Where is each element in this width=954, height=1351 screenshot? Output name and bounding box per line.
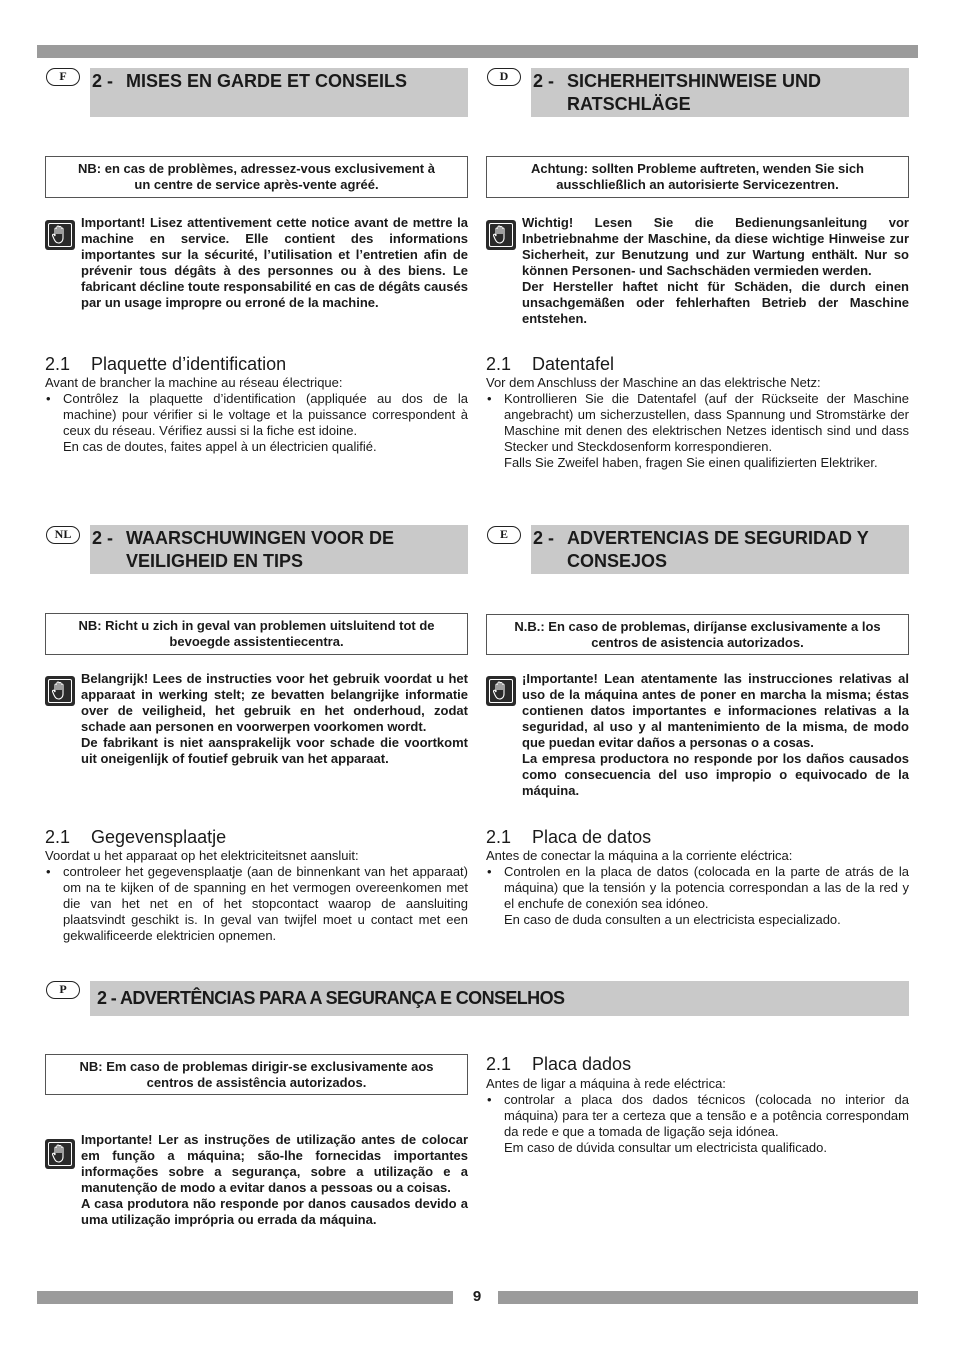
nb-line: centros de asistencia autorizados. (591, 634, 804, 650)
subheading-nl (45, 826, 468, 848)
hand-stop-icon (486, 676, 516, 706)
subheading-number: 2.1 (486, 354, 512, 374)
bottom-rule-left (37, 1291, 453, 1304)
subheading-number: 2.1 (486, 827, 512, 847)
nb-line: NB: en cas de problèmes, adressez-vous exclusivement à (78, 161, 435, 176)
language-flag-nl: NL (46, 526, 80, 544)
language-flag-fr: F (46, 68, 80, 86)
note-text: En caso de duda consulten a un electricista especializado. (504, 912, 841, 927)
intro-text: Antes de conectar la máquina a la corriente eléctrica: (486, 848, 793, 863)
body-text-nl (45, 848, 468, 944)
warning-paragraph: De fabrikant is niet aansprakelijk voor schade die voortkomt uit oneigenlijk of foutief gebruik van het apparaat. (81, 735, 468, 766)
warning-paragraph: ¡Importante! Lean atentamente las instrucciones relativas al uso de la máquina antes de poner en marcha la misma; éstas contienen datos importantes e informaciones relativas a la seguridad, al uso y al mantenimiento de la misma, de modo que puedan evitar daños a personas o a cosas. (522, 671, 909, 750)
page-number: 9 (472, 1288, 482, 1305)
subheading-title: Datentafel (532, 354, 615, 374)
note-text: En cas de doutes, faites appel à un électricien qualifié. (63, 439, 377, 454)
language-flag-es: E (487, 526, 521, 544)
nb-line: ausschließlich an autorisierte Servicezentren. (556, 177, 839, 192)
section-heading-fr (90, 68, 468, 117)
heading-text: ADVERTENCIAS DE SEGURIDAD Y CONSEJOS (567, 528, 869, 571)
heading-number: 2 - (92, 71, 114, 91)
subheading-title: Placa dados (532, 1054, 632, 1074)
nb-box-de (486, 156, 909, 198)
bullet-item: • Controlen en la placa de datos (colocada en la parte de atrás de la máquina) que la tensión y la potencia correspondan a las de la red y el enchufe de conexión sea idóneo. (486, 864, 909, 912)
hand-stop-icon (45, 676, 75, 706)
body-text-pt (486, 1076, 909, 1156)
bullet-item: • Contrôlez la plaquette d’identification (appliquée au dos de la machine) pour vérifier si le voltage et la puissance correspondent à ceux du réseau. Vérifiez aussi si la fiche est idoine. (45, 391, 468, 439)
subheading-title: Gegevensplaatje (91, 827, 227, 847)
warning-text-de (522, 215, 909, 327)
subheading-de (486, 353, 909, 375)
nb-line: bevoegde assistentiecentra. (169, 634, 344, 649)
warning-paragraph: Der Hersteller haftet nicht für Schäden, die durch einen unsachgemäßen oder fehlerhaften Betrieb der Maschine entstehen. (522, 279, 909, 326)
heading-text: SICHERHEITSHINWEISE UND RATSCHLÄGE (567, 71, 822, 114)
intro-text: Vor dem Anschluss der Maschine an das elektrische Netz: (486, 375, 821, 390)
warning-paragraph: La empresa productora no responde por los daños causados como consecuencia del uso impropio o equivocado de la máquina. (522, 751, 909, 798)
hand-stop-icon (45, 220, 75, 250)
hand-stop-icon (45, 1139, 75, 1169)
subheading-pt (486, 1053, 909, 1075)
language-flag-pt: P (46, 981, 80, 999)
bullet-item: • controlar a placa dos dados técnicos (colocada no interior da máquina) para ter a certeza que a tensão e a potência correspondam da rede e que a tomada de ligação seja idónea. (486, 1092, 909, 1140)
warning-text-pt (81, 1132, 468, 1228)
hand-stop-icon (486, 220, 516, 250)
nb-line: centros de assistência autorizados. (146, 1074, 367, 1090)
intro-text: Antes de ligar a máquina à rede eléctrica: (486, 1076, 726, 1091)
section-heading-es (531, 525, 909, 574)
subheading-es (486, 826, 909, 848)
heading-text: 2 - ADVERTÊNCIAS PARA A SEGURANÇA E CONSELHOS (97, 988, 565, 1008)
warning-text-nl (81, 671, 468, 767)
warning-paragraph: Wichtig! Lesen Sie die Bedienungsanleitung vor Inbetriebnahme der Maschine, da diese wichtige Hinweise zur Sicherheit, zur Benutzung und zur Wartung enthält. Nur so können Personen- und Sachschäden vermieden werden. (522, 215, 909, 278)
nb-box-pt (45, 1054, 468, 1095)
nb-line: Achtung: sollten Probleme auftreten, wenden Sie sich (531, 161, 864, 176)
warning-text-es (522, 671, 909, 799)
bullet-item: • controleer het gegevensplaatje (aan de binnenkant van het apparaat) om na te kijken of de spanning en het vermogen overeenkomen met die van het net en of het stopcontact waarop de aansluiting plaatsvindt geschikt is. In geval van twijfel moet u contact met een gekwalificeerde elektricien opnemen. (45, 864, 468, 944)
nb-line: un centre de service après-vente agréé. (134, 177, 379, 192)
warning-paragraph: Important! Lisez attentivement cette notice avant de mettre la machine en service. Elle contient des informations importantes sur la sécurité, l’utilisation et l’entretien afin de prévenir tous dégâts à des personnes ou à des biens. Le fabricant décline toute responsabilité en cas de dégâts causés par un usage impropre ou erroné de la machine. (81, 215, 468, 310)
section-heading-nl (90, 525, 468, 574)
section-heading-pt (90, 981, 909, 1016)
nb-line: NB: Richt u zich in geval van problemen uitsluitend tot de (78, 618, 435, 633)
warning-paragraph: Belangrijk! Lees de instructies voor het gebruik voordat u het apparaat in werking stelt; ze bevatten belangrijke informatie over de veiligheid, het gebruik en het onderhoud, zodat schade aan personen en voorwerpen voorkomen wordt. (81, 671, 468, 734)
body-text-fr (45, 375, 468, 455)
heading-text: MISES EN GARDE ET CONSEILS (126, 71, 408, 91)
heading-number: 2 - (533, 528, 555, 548)
subheading-number: 2.1 (45, 354, 71, 374)
bottom-rule-right (498, 1291, 918, 1304)
nb-line: N.B.: En caso de problemas, diríjanse exclusivamente a los (514, 618, 881, 634)
body-text-de (486, 375, 909, 471)
subheading-fr (45, 353, 468, 375)
nb-box-es (486, 614, 909, 655)
nb-line: NB: Em caso de problemas dirigir-se exclusivamente aos (79, 1058, 434, 1074)
bullet-item: • Kontrollieren Sie die Datentafel (auf der Rückseite der Maschine angebracht) um sicherzustellen, dass Spannung und Stromstärke der Maschine mit denen des elektrischen Netzes identisch sind und dass Stecker und Steckdosenform korrespondieren. (486, 391, 909, 455)
note-text: Em caso de dúvida consultar um electricista qualificado. (504, 1140, 827, 1155)
heading-number: 2 - (92, 528, 114, 548)
warning-paragraph: A casa produtora não responde por danos causados devido a uma utilização imprópria ou errada da máquina. (81, 1196, 468, 1227)
note-text: Falls Sie Zweifel haben, fragen Sie einen qualifizierten Elektriker. (504, 455, 878, 470)
body-text-es (486, 848, 909, 928)
subheading-title: Placa de datos (532, 827, 652, 847)
language-flag-de: D (487, 68, 521, 86)
section-heading-de (531, 68, 909, 117)
warning-paragraph: Importante! Ler as instruções de utilização antes de colocar em função a máquina; são-lhe fornecidas importantes informações sobre a segurança, sobre a utilização e a manutenção de modo a evitar danos a pessoas ou a coisas. (81, 1132, 468, 1195)
intro-text: Voordat u het apparaat op het elektriciteitsnet aansluit: (45, 848, 359, 863)
subheading-number: 2.1 (486, 1054, 512, 1074)
warning-text-fr (81, 215, 468, 311)
heading-text: WAARSCHUWINGEN VOOR DE VEILIGHEID EN TIPS (126, 528, 395, 571)
nb-box-nl (45, 613, 468, 655)
heading-number: 2 - (533, 71, 555, 91)
subheading-number: 2.1 (45, 827, 71, 847)
top-rule (37, 45, 918, 58)
intro-text: Avant de brancher la machine au réseau électrique: (45, 375, 343, 390)
nb-box-fr (45, 156, 468, 198)
subheading-title: Plaquette d’identification (91, 354, 287, 374)
